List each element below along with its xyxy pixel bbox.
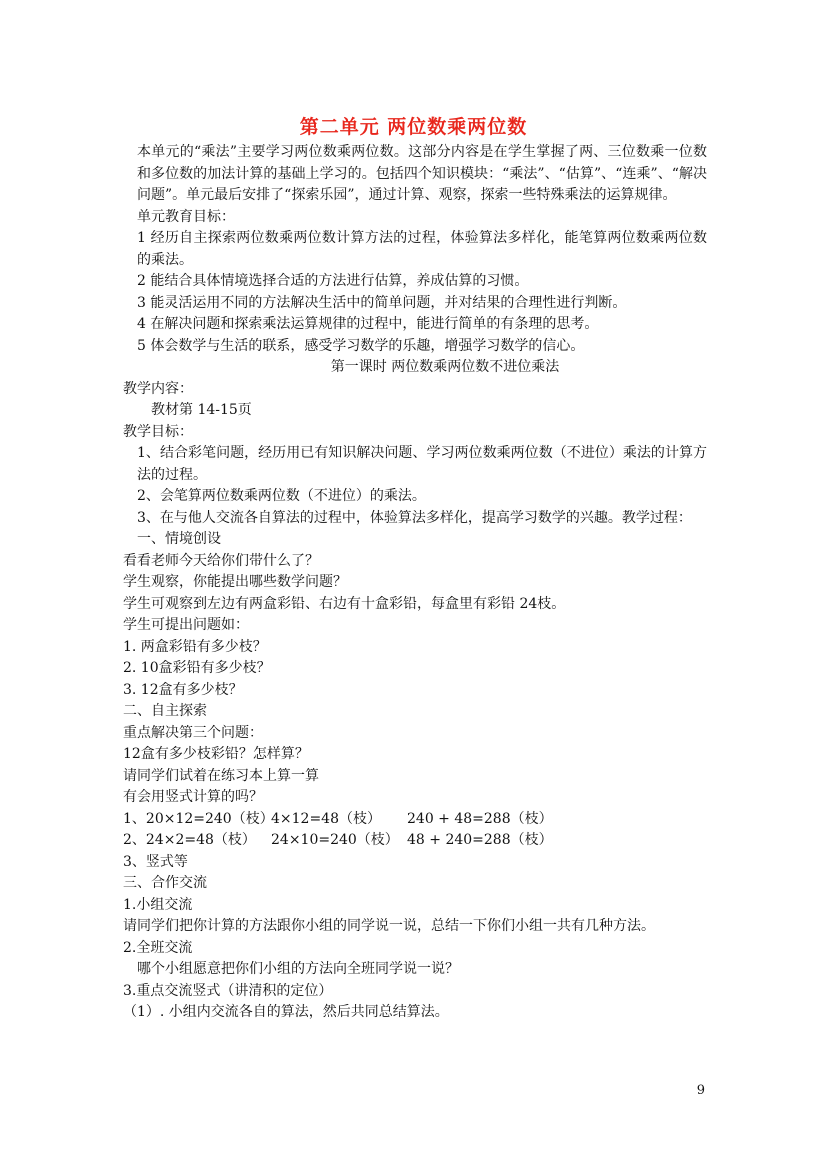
s3-line: 1.小组交流 [123, 896, 193, 913]
s1-line: 3. 12盒有多少枝？ [123, 681, 243, 698]
section-heading-3: 三、合作交流 [123, 875, 207, 891]
s3-line: （1）. 小组内交流各自的算法，然后共同总结算法。 [123, 1004, 449, 1020]
s1-line: 1. 两盒彩铅有多少枝？ [123, 638, 267, 655]
calc-3: 3、竖式等 [123, 853, 188, 870]
objective-3: 3、在与他人交流各自算法的过程中，体验算法多样化，提高学习数学的兴趣。教学过程： [137, 509, 692, 526]
calc-cell: 1、20×12=240（枝） [123, 810, 274, 827]
unit-title: 第二单元 两位数乘两位数 [299, 116, 528, 138]
unit-goal-4: 4 在解决问题和探索乘法运算规律的过程中，能进行简单的有条理的思考。 [137, 316, 599, 332]
content-heading: 教学内容： [123, 380, 193, 397]
calc-cell: 4×12=48（枝） [271, 810, 381, 827]
section-heading-1: 一、情境创设 [137, 531, 221, 547]
intro-paragraph: 本单元的“乘法”主要学习两位数乘两位数。这部分内容是在学生掌握了两、三位数乘一位数和多位数的加法计算的基础上学习的。包括四个知识模块：“乘法”、“估算”、“连乘”、“解决问题”。单元最后安排了“探索乐园”，通过计算、观察，探索一些特殊乘法的运算规律。 [137, 144, 707, 203]
s1-line: 看看老师今天给你们带什么了？ [123, 552, 319, 569]
s3-line: 哪个小组愿意把你们小组的方法向全班同学说一说？ [137, 961, 459, 977]
s1-line: 学生观察，你能提出哪些数学问题？ [123, 574, 347, 590]
objective-1: 1、结合彩笔问题，经历用已有知识解决问题、学习两位数乘两位数（不进位）乘法的计算方法的过程。 [137, 445, 707, 483]
s3-line: 3.重点交流竖式（讲清积的定位） [123, 982, 333, 999]
section-heading-2: 二、自主探索 [123, 703, 207, 719]
content-text: 教材第 14-15页 [151, 402, 252, 418]
calc-cell: 240 + 48=288（枝） [407, 810, 553, 827]
objective-2: 2、会笔算两位数乘两位数（不进位）的乘法。 [137, 488, 426, 504]
s2-line: 请同学们试着在练习本上算一算 [123, 767, 319, 784]
calc-cell: 2、24×2=48（枝） [123, 832, 256, 848]
s2-line: 12盒有多少枝彩铅？怎样算？ [123, 746, 309, 762]
objectives-heading: 教学目标： [123, 423, 193, 440]
s1-line: 学生可观察到左边有两盒彩铅、右边有十盒彩铅，每盒里有彩铅 24枝。 [123, 595, 566, 612]
s1-line: 学生可提出问题如： [123, 617, 249, 633]
unit-goal-5: 5 体会数学与生活的联系，感受学习数学的乐趣，增强学习数学的信心。 [137, 337, 585, 354]
calc-cell: 24×10=240（枝） [271, 832, 399, 848]
calc-row-2 [123, 830, 707, 852]
document-body [123, 142, 707, 1024]
unit-goal-3: 3 能灵活运用不同的方法解决生活中的简单问题，并对结果的合理性进行判断。 [137, 294, 627, 311]
page-number: 9 [696, 1083, 705, 1098]
s3-line: 请同学们把你计算的方法跟你小组的同学说一说，总结一下你们小组一共有几种方法。 [123, 918, 655, 934]
s1-line: 2. 10盒彩铅有多少枝？ [123, 660, 271, 676]
unit-goals-heading: 单元教育目标： [137, 208, 235, 225]
s2-line: 有会用竖式计算的吗？ [123, 789, 263, 805]
s3-line: 2.全班交流 [123, 939, 193, 956]
calc-row-1 [123, 809, 707, 831]
calc-cell: 48 + 240=288（枝） [407, 832, 553, 848]
unit-goal-1: 1 经历自主探索两位数乘两位数计算方法的过程，体验算法多样化，能笔算两位数乘两位数的乘法。 [137, 230, 707, 268]
unit-goal-2: 2 能结合具体情境选择合适的方法进行估算，养成估算的习惯。 [137, 273, 529, 289]
s2-line: 重点解决第三个问题： [123, 724, 263, 741]
lesson-title: 第一课时 两位数乘两位数不进位乘法 [330, 359, 560, 375]
